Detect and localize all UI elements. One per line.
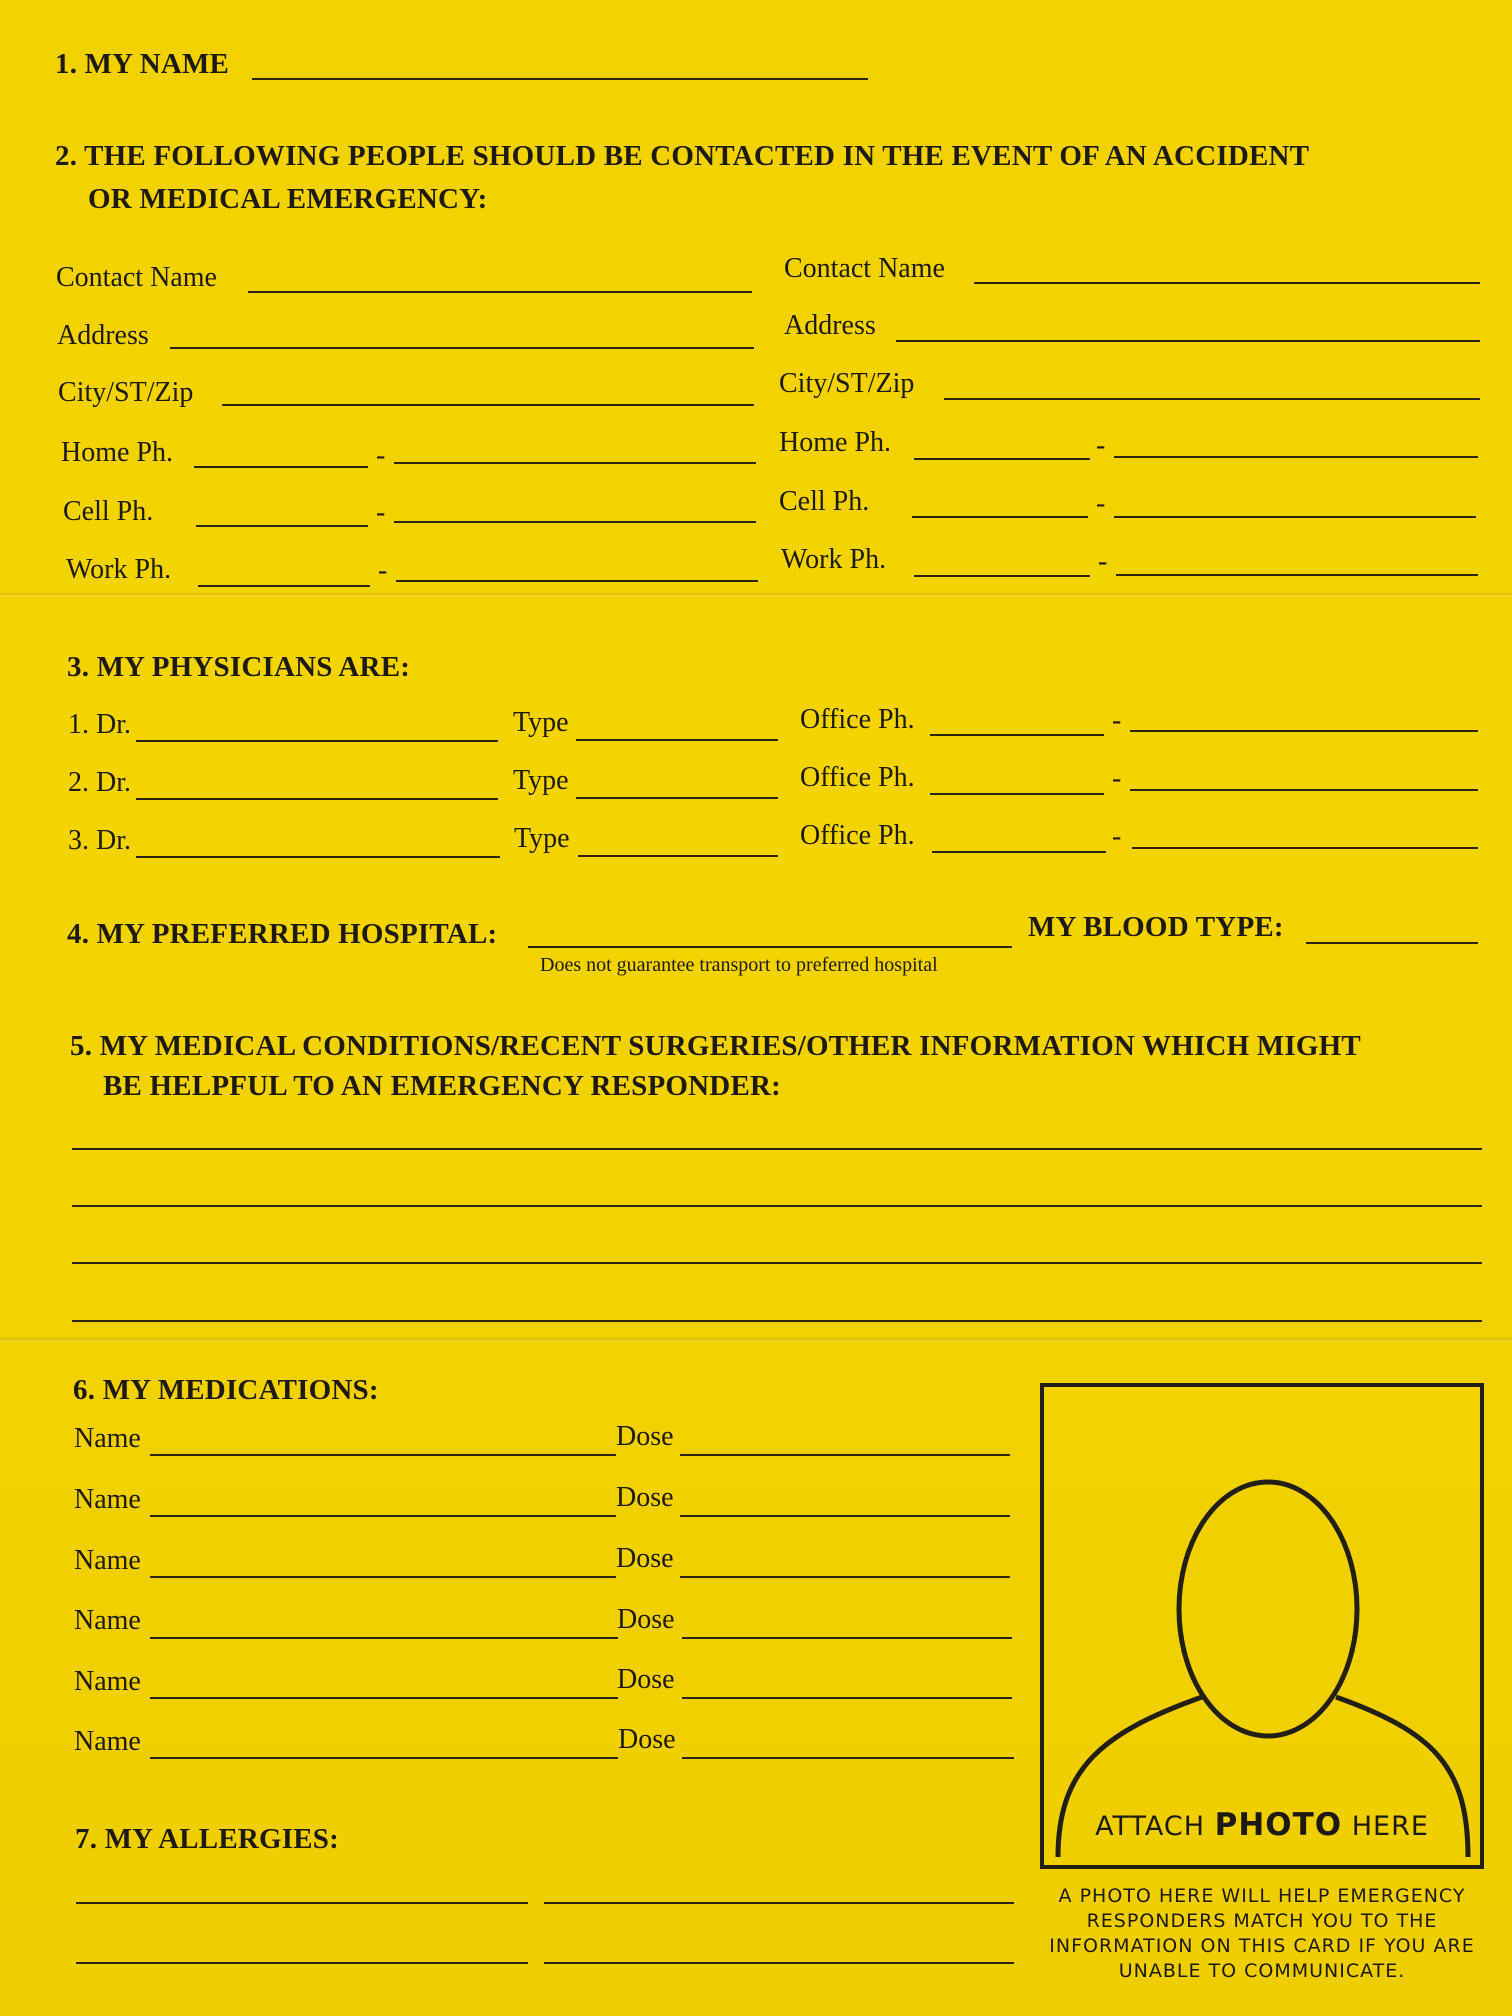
- physician1-office-area-field[interactable]: [930, 734, 1104, 736]
- dash: -: [1096, 488, 1106, 519]
- physician1-type-label: Type: [513, 707, 569, 738]
- contact1-home-area-field[interactable]: [194, 466, 368, 468]
- medication2-name-label: Name: [74, 1484, 141, 1515]
- contact2-cell-number-field[interactable]: [1114, 516, 1476, 518]
- medication1-dose-label: Dose: [616, 1421, 674, 1452]
- blood-type-label: MY BLOOD TYPE:: [1028, 911, 1284, 943]
- contact2-address-field[interactable]: [896, 340, 1480, 342]
- caption-bold: PHOTO: [1214, 1807, 1343, 1843]
- contact1-cell-area-field[interactable]: [196, 525, 368, 527]
- physician1-name-field[interactable]: [136, 740, 498, 742]
- medication6-dose-field[interactable]: [682, 1757, 1014, 1759]
- contact2-home-area-field[interactable]: [914, 458, 1090, 460]
- physicians-heading: 3. MY PHYSICIANS ARE:: [67, 651, 411, 683]
- medication4-name-label: Name: [74, 1605, 141, 1636]
- contact2-city-label: City/ST/Zip: [779, 368, 915, 399]
- contact2-home-label: Home Ph.: [779, 427, 891, 458]
- medications-heading: 6. MY MEDICATIONS:: [73, 1374, 379, 1406]
- physician3-name-field[interactable]: [136, 856, 500, 858]
- medical-conditions-line[interactable]: [72, 1262, 1482, 1264]
- contact2-name-field[interactable]: [974, 282, 1480, 284]
- medication6-dose-label: Dose: [618, 1724, 676, 1755]
- medication5-name-field[interactable]: [150, 1697, 618, 1699]
- medication1-name-label: Name: [74, 1423, 141, 1454]
- medication4-name-field[interactable]: [150, 1637, 618, 1639]
- medication2-dose-label: Dose: [616, 1482, 674, 1513]
- dash: -: [1112, 821, 1122, 852]
- contact2-cell-label: Cell Ph.: [779, 486, 870, 517]
- contact2-cell-area-field[interactable]: [912, 516, 1088, 518]
- dash: -: [378, 555, 388, 586]
- dash: -: [376, 440, 386, 471]
- medication3-name-label: Name: [74, 1545, 141, 1576]
- person-silhouette-icon: [1044, 1387, 1480, 1865]
- medication1-name-field[interactable]: [150, 1454, 616, 1456]
- medication3-dose-label: Dose: [616, 1543, 674, 1574]
- physician2-type-label: Type: [513, 765, 569, 796]
- photo-note: A PHOTO HERE WILL HELP EMERGENCY RESPONDERS MATCH YOU TO THE INFORMATION ON THIS CARD IF YOU ARE UNABLE TO COMMUNICATE.: [1049, 1885, 1475, 1982]
- physician2-name-field[interactable]: [136, 798, 498, 800]
- contact1-cell-number-field[interactable]: [394, 521, 756, 523]
- dash: -: [1096, 430, 1106, 461]
- hospital-note: Does not guarantee transport to preferred hospital: [540, 954, 938, 976]
- medication2-dose-field[interactable]: [680, 1515, 1010, 1517]
- physician2-dr-label: 2. Dr.: [68, 767, 131, 798]
- physician1-office-number-field[interactable]: [1130, 730, 1478, 732]
- medical-conditions-line[interactable]: [72, 1148, 1482, 1150]
- allergies-heading: 7. MY ALLERGIES:: [75, 1823, 339, 1855]
- attach-photo-box[interactable]: [1040, 1383, 1484, 1869]
- physician1-dr-label: 1. Dr.: [68, 709, 131, 740]
- contact2-work-number-field[interactable]: [1116, 574, 1478, 576]
- contact1-cell-label: Cell Ph.: [63, 496, 154, 527]
- medical-conditions-line[interactable]: [72, 1205, 1482, 1207]
- contact1-address-label: Address: [57, 320, 149, 351]
- contact2-work-label: Work Ph.: [781, 544, 887, 575]
- physician2-office-area-field[interactable]: [930, 793, 1104, 795]
- medication1-dose-field[interactable]: [680, 1454, 1010, 1456]
- paper-fold: [0, 1338, 1512, 1342]
- physician2-office-number-field[interactable]: [1130, 789, 1478, 791]
- paper-fold: [0, 593, 1512, 597]
- medical-conditions-line[interactable]: [72, 1320, 1482, 1322]
- physician3-office-label: Office Ph.: [800, 820, 915, 851]
- medication4-dose-field[interactable]: [682, 1637, 1012, 1639]
- medication5-dose-label: Dose: [617, 1664, 675, 1695]
- contact1-home-label: Home Ph.: [61, 437, 173, 468]
- contact2-city-field[interactable]: [944, 398, 1480, 400]
- physician3-office-number-field[interactable]: [1132, 847, 1478, 849]
- caption-pre: ATTACH: [1095, 1811, 1215, 1842]
- contact1-city-label: City/ST/Zip: [58, 377, 194, 408]
- physician2-type-field[interactable]: [576, 797, 778, 799]
- contact1-name-field[interactable]: [248, 291, 752, 293]
- medication3-name-field[interactable]: [150, 1576, 616, 1578]
- contact1-work-area-field[interactable]: [198, 585, 370, 587]
- caption-post: HERE: [1342, 1811, 1429, 1842]
- dash: -: [1112, 763, 1122, 794]
- allergy-field[interactable]: [544, 1902, 1014, 1904]
- contact2-address-label: Address: [784, 310, 876, 341]
- section2-heading-line2: OR MEDICAL EMERGENCY:: [88, 183, 488, 215]
- medication3-dose-field[interactable]: [680, 1576, 1010, 1578]
- my-name-label: 1. MY NAME: [55, 48, 230, 80]
- dash: -: [1112, 705, 1122, 736]
- blood-type-field[interactable]: [1306, 942, 1478, 944]
- medication5-name-label: Name: [74, 1666, 141, 1697]
- contact1-name-label: Contact Name: [56, 262, 217, 293]
- medication6-name-label: Name: [74, 1726, 141, 1757]
- medication2-name-field[interactable]: [150, 1515, 616, 1517]
- physician3-office-area-field[interactable]: [932, 851, 1106, 853]
- physician2-office-label: Office Ph.: [800, 762, 915, 793]
- section2-heading-line1: 2. THE FOLLOWING PEOPLE SHOULD BE CONTACTED IN THE EVENT OF AN ACCIDENT: [55, 140, 1310, 172]
- contact2-work-area-field[interactable]: [914, 575, 1090, 577]
- allergy-field[interactable]: [76, 1962, 528, 1964]
- preferred-hospital-field[interactable]: [528, 946, 1012, 948]
- physician1-type-field[interactable]: [576, 739, 778, 741]
- medication4-dose-label: Dose: [617, 1604, 675, 1635]
- medication6-name-field[interactable]: [150, 1757, 618, 1759]
- physician3-type-field[interactable]: [578, 855, 778, 857]
- allergy-field[interactable]: [76, 1902, 528, 1904]
- attach-photo-caption: [1044, 1807, 1480, 1843]
- contact1-work-label: Work Ph.: [66, 554, 172, 585]
- contact1-home-number-field[interactable]: [394, 462, 756, 464]
- contact1-work-number-field[interactable]: [396, 580, 758, 582]
- dash: -: [376, 497, 386, 528]
- preferred-hospital-label: 4. MY PREFERRED HOSPITAL:: [67, 918, 498, 950]
- contact2-name-label: Contact Name: [784, 253, 945, 284]
- physician3-dr-label: 3. Dr.: [68, 825, 131, 856]
- section5-heading-line1: 5. MY MEDICAL CONDITIONS/RECENT SURGERIES/OTHER INFORMATION WHICH MIGHT: [70, 1030, 1361, 1062]
- contact2-home-number-field[interactable]: [1114, 456, 1478, 458]
- dash: -: [1098, 546, 1108, 577]
- section5-heading-line2: BE HELPFUL TO AN EMERGENCY RESPONDER:: [103, 1070, 781, 1102]
- my-name-field[interactable]: [252, 78, 868, 80]
- physician1-office-label: Office Ph.: [800, 704, 915, 735]
- physician3-type-label: Type: [514, 823, 570, 854]
- contact1-address-field[interactable]: [170, 347, 754, 349]
- medication5-dose-field[interactable]: [682, 1697, 1012, 1699]
- allergy-field[interactable]: [544, 1962, 1014, 1964]
- contact1-city-field[interactable]: [222, 404, 754, 406]
